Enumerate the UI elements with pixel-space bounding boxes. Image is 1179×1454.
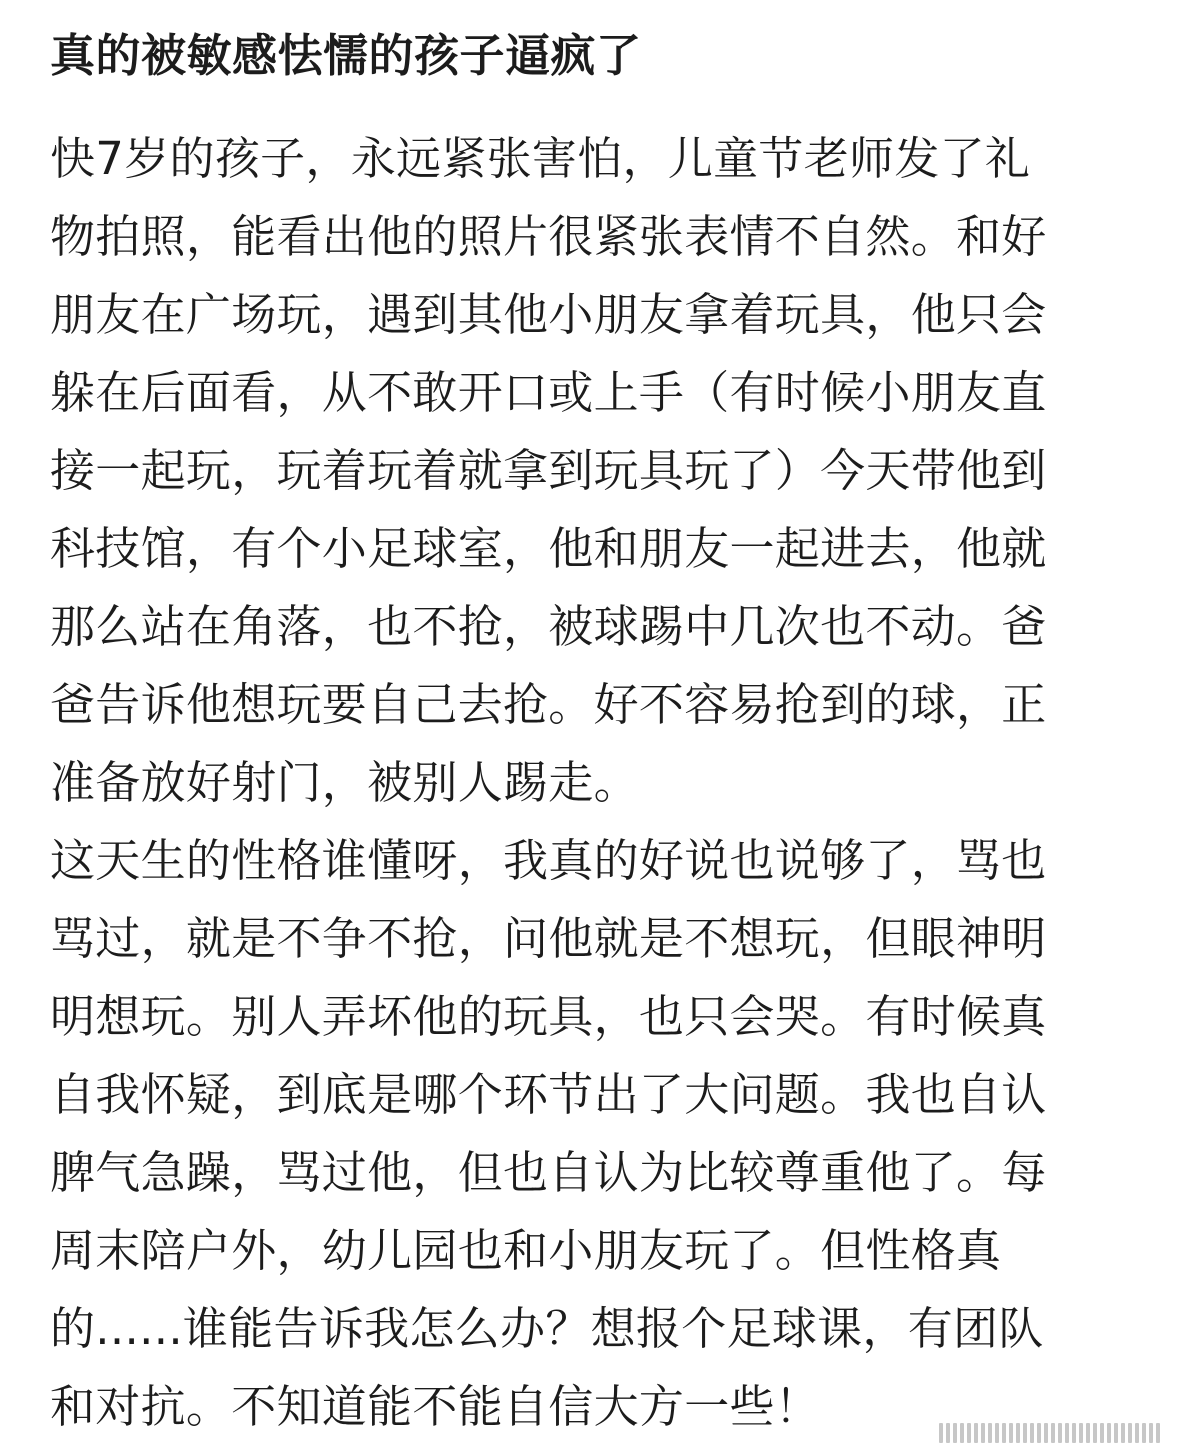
body-line: 骂过，就是不争不抢，问他就是不想玩，但眼神明 xyxy=(50,912,1047,965)
body-line: 明想玩。别人弄坏他的玩具，也只会哭。有时候真 xyxy=(50,990,1047,1043)
body-line: 接一起玩，玩着玩着就拿到玩具玩了）今天带他到 xyxy=(50,444,1047,497)
body-line: 这天生的性格谁懂呀，我真的好说也说够了，骂也 xyxy=(50,834,1047,887)
body-line: 的......谁能告诉我怎么办？想报个足球课，有团队 xyxy=(50,1302,1044,1355)
post-title: 真的被敏感怯懦的孩子逼疯了 xyxy=(50,29,642,82)
watermark-icon xyxy=(939,1420,1169,1446)
body-line: 朋友在广场玩，遇到其他小朋友拿着玩具，他只会 xyxy=(50,288,1047,341)
body-line: 和对抗。不知道能不能自信大方一些！ xyxy=(50,1380,821,1433)
post-body xyxy=(50,120,1135,1446)
body-line: 爸告诉他想玩要自己去抢。好不容易抢到的球，正 xyxy=(50,678,1047,731)
body-line: 周末陪户外，幼儿园也和小朋友玩了。但性格真 xyxy=(50,1224,1002,1277)
body-line: 脾气急躁，骂过他，但也自认为比较尊重他了。每 xyxy=(50,1146,1047,1199)
body-line: 躲在后面看，从不敢开口或上手（有时候小朋友直 xyxy=(50,366,1047,419)
body-line: 科技馆，有个小足球室，他和朋友一起进去，他就 xyxy=(50,522,1047,575)
body-line: 那么站在角落，也不抢，被球踢中几次也不动。爸 xyxy=(50,600,1047,653)
body-line: 快7岁的孩子，永远紧张害怕，儿童节老师发了礼 xyxy=(50,132,1031,185)
body-line: 准备放好射门，被别人踢走。 xyxy=(50,756,639,809)
body-line: 自我怀疑，到底是哪个环节出了大问题。我也自认 xyxy=(50,1068,1047,1121)
body-line: 物拍照，能看出他的照片很紧张表情不自然。和好 xyxy=(50,210,1047,263)
